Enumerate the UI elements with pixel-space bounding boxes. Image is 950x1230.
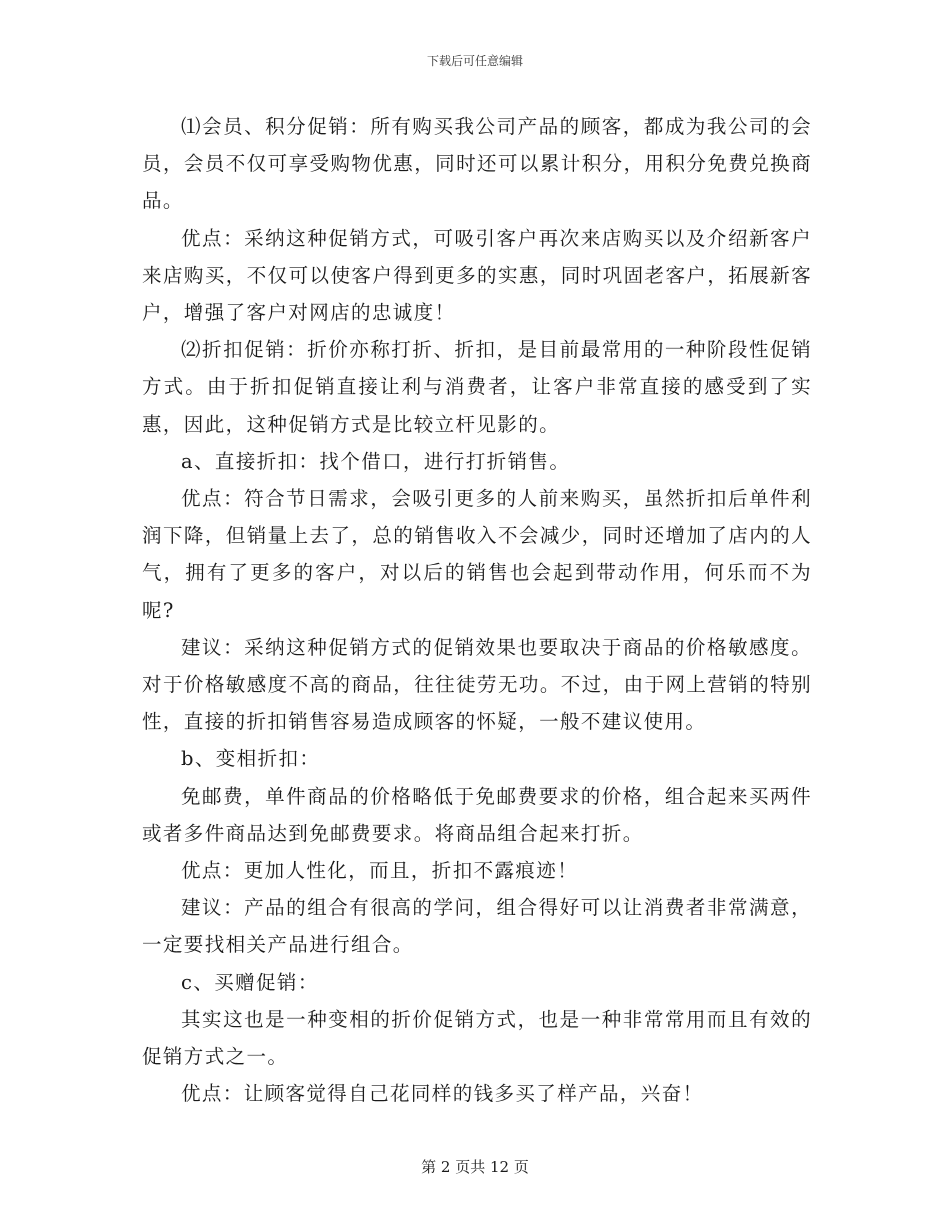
paragraph-indirect-discount-advantage: 优点：更加人性化，而且，折扣不露痕迹！ <box>181 859 579 883</box>
page-number: 第 2 页共 12 页 <box>421 1158 529 1176</box>
paragraph-indirect-discount-suggestion: 建议：产品的组合有很高的学问，组合得好可以让消费者非常满意，一定要找相关产品进行组合。 <box>142 896 812 957</box>
paragraph-gift-promotion: c、买赠促销： <box>181 970 319 994</box>
paragraph-direct-discount-advantage: 优点：符合节日需求，会吸引更多的人前来购买，虽然折扣后单件利润下降，但销量上去了，总的销售收入不会减少，同时还增加了店内的人气，拥有了更多的客户，对以后的销售也会起到带动作用，何乐而不为呢? <box>142 487 812 622</box>
paragraph-membership-advantage: 优点：采纳这种促销方式，可吸引客户再次来店购买以及介绍新客户来店购买，不仅可以使客户得到更多的实惠，同时巩固老客户，拓展新客户，增强了客户对网店的忠诚度！ <box>142 226 812 325</box>
page-header-note: 下载后可任意编辑 <box>426 54 523 68</box>
paragraph-direct-discount: a、直接折扣：找个借口，进行打折销售。 <box>181 449 571 473</box>
paragraph-free-shipping: 免邮费，单件商品的价格略低于免邮费要求的价格，组合起来买两件或者多件商品达到免邮费要求。将商品组合起来打折。 <box>142 784 812 845</box>
document-body <box>142 108 812 1112</box>
paragraph-indirect-discount: b、变相折扣： <box>181 747 321 771</box>
paragraph-discount-promotion: ⑵折扣促销：折价亦称打折、折扣，是目前最常用的一种阶段性促销方式。由于折扣促销直接让利与消费者，让客户非常直接的感受到了实惠，因此，这种促销方式是比较立杆见影的。 <box>142 338 812 436</box>
paragraph-membership-promotion: ⑴会员、积分促销：所有购买我公司产品的顾客，都成为我公司的会员，会员不仅可享受购物优惠，同时还可以累计积分，用积分免费兑换商品。 <box>142 115 812 213</box>
paragraph-gift-promotion-advantage: 优点：让顾客觉得自己花同样的钱多买了样产品，兴奋！ <box>181 1082 704 1106</box>
paragraph-gift-promotion-description: 其实这也是一种变相的折价促销方式，也是一种非常常用而且有效的促销方式之一。 <box>142 1007 812 1069</box>
paragraph-direct-discount-suggestion: 建议：采纳这种促销方式的促销效果也要取决于商品的价格敏感度。对于价格敏感度不高的商品，往往徒劳无功。不过，由于网上营销的特别性，直接的折扣销售容易造成顾客的怀疑，一般不建议使用。 <box>142 635 812 734</box>
